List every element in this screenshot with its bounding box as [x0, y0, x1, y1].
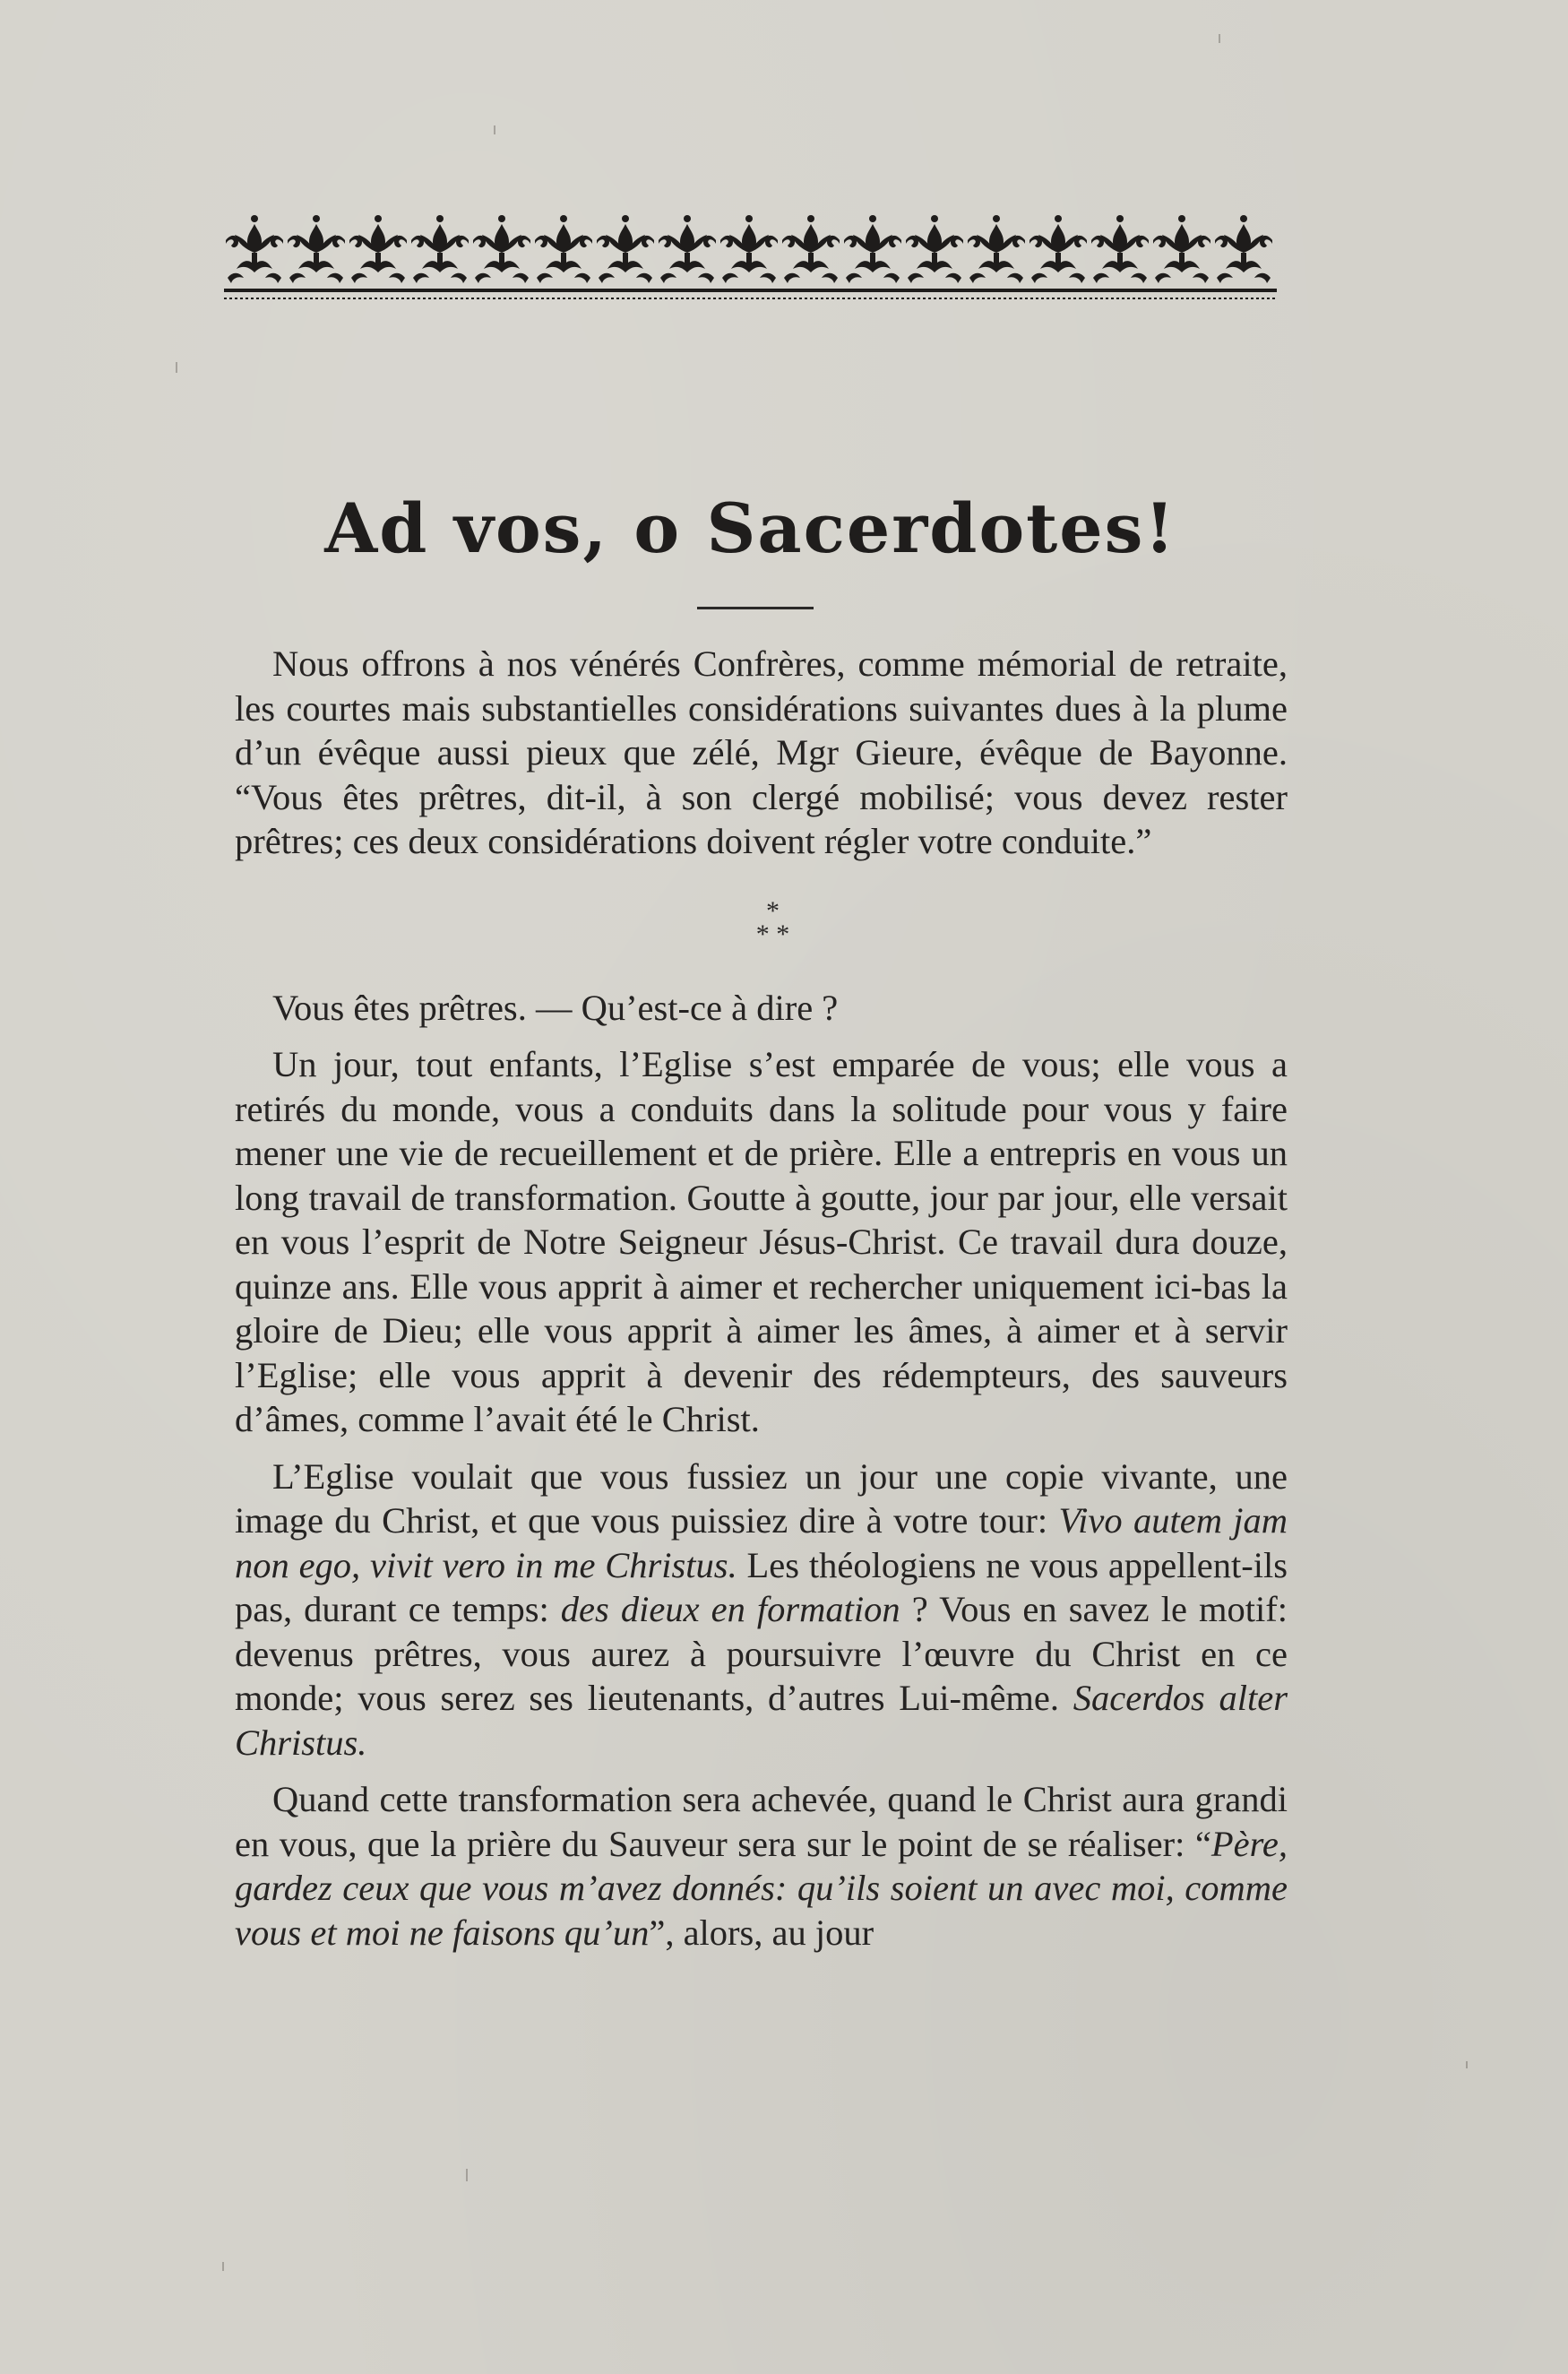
paper-speck: [1219, 34, 1220, 43]
paragraph-4-text-c: ”, alors, au jour: [649, 1912, 874, 1953]
paragraph-1: Vous êtes prêtres. — Qu’est-ce à dire ?: [272, 987, 839, 1028]
asterism-bottom: * *: [755, 919, 790, 949]
page-title: Ad vos, o Sacerdotes!: [324, 488, 1176, 568]
title-rule: [697, 607, 814, 609]
latin-phrase: Sacerdos alter Christus.: [235, 1678, 1288, 1763]
paragraph-4-text-a: Quand cette transformation sera achevée, quand le Christ aura grandi en vous, que la prière du Sauveur sera sur le point de se réaliser: “: [235, 1779, 1288, 1864]
asterism: [258, 895, 1288, 949]
asterism-top: *: [766, 895, 780, 926]
paper-speck: [176, 362, 177, 373]
latin-quote: Vivo autem jam non ego, vivit vero in me Christus.: [235, 1500, 1288, 1585]
paragraph-3-text-e: ? Vous en savez le motif: devenus prêtres, vous aurez à poursuivre l’œuvre du Christ en ce monde; vous serez ses lieutenants, d’autres Lui-même.: [235, 1589, 1288, 1718]
paragraph-3: [235, 1455, 1288, 1765]
paper-speck: [494, 125, 495, 134]
paragraph-3-text-a: L’Eglise voulait que vous fussiez un jour une copie vivante, une image du Christ, et que vous puissiez dire à votre tour:: [235, 1455, 1288, 1541]
prayer-quote: Père, gardez ceux que vous m’avez donnés: qu’ils soient un avec moi, comme vous et moi ne faisons qu’un: [235, 1823, 1288, 1953]
paragraph-4: [235, 1777, 1288, 1955]
paper-speck: [222, 2262, 224, 2271]
article-body: [235, 642, 1288, 1955]
italic-phrase: des dieux en formation: [560, 1589, 900, 1629]
paragraph-3-text-c: Les théologiens ne vous appellent-ils pas, durant ce temps:: [235, 1544, 1288, 1629]
paper-speck: [1466, 2061, 1468, 2068]
paragraph-2: Un jour, tout enfants, l’Eglise s’est emparée de vous; elle vous a retirés du monde, vous a conduits dans la solitude pour vous y faire mener une vie de recueillement et de prière. Elle a entrepris en vous un long travail de transformation. Goutte à goutte, jour par jour, elle versait en vous l’esprit de Notre Seigneur Jésus-Christ. Ce travail dura douze, quinze ans. Elle vous apprit à aimer et rechercher uniquement ici-bas la gloire de Dieu; elle vous apprit à aimer les âmes, à aimer et à servir l’Eglise; elle vous apprit à devenir des rédempteurs, des sauveurs d’âmes, comme l’avait été le Christ.: [235, 1044, 1288, 1439]
intro-paragraph: Nous offrons à nos vénérés Confrères, comme mémorial de retraite, les courtes mais substantielles considérations suivantes dues à la plume d’un évêque aussi pieux que zélé, Mgr Gieure, évêque de Bayonne. “Vous êtes prêtres, dit-il, à son clergé mobilisé; vous devez rester prêtres; ces deux considérations doivent régler votre conduite.”: [235, 643, 1288, 861]
paper-speck: [466, 2169, 468, 2181]
fleuron-border-icon: [224, 213, 1277, 303]
